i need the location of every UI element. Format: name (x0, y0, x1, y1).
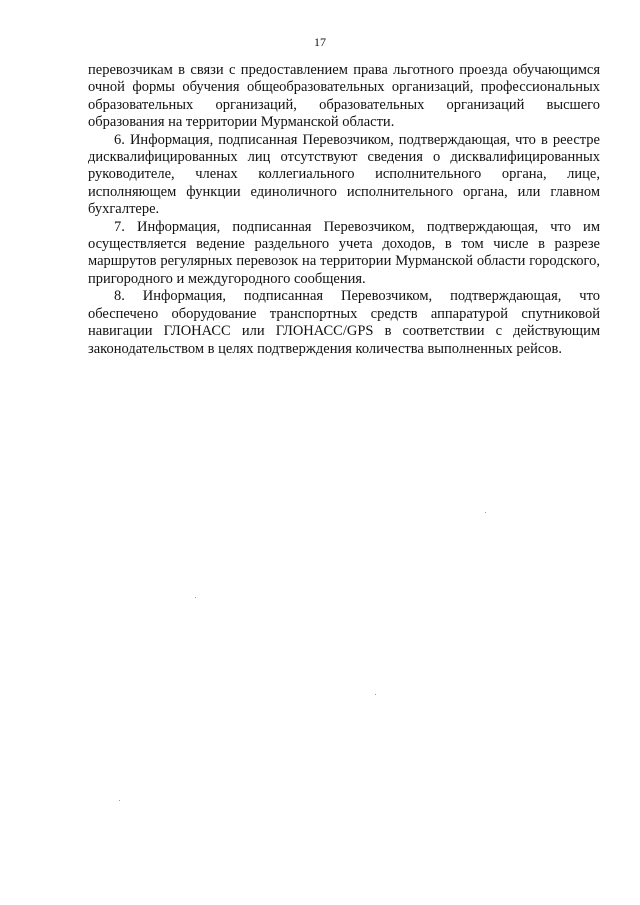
scan-speck (195, 597, 196, 598)
paragraph-item-7: 7. Информация, подписанная Перевозчиком, подтверждающая, что им осуществляется ведение раздельного учета доходов, в том числе в разрезе маршрутов регулярных перевозок на территории Мурманской области городского, пригородного и междугородного сообщения. (88, 218, 600, 287)
scan-speck (375, 694, 376, 695)
paragraph-continuation: перевозчикам в связи с предоставлением права льготного проезда обучающимся очной формы обучения общеобразовательных организаций, профессиональных образовательных организаций, образовательных организаций высшего образования на территории Мурманской области. (88, 62, 600, 131)
document-body (88, 62, 600, 358)
scan-speck (485, 512, 486, 513)
paragraph-item-8: 8. Информация, подписанная Перевозчиком, подтверждающая, что обеспечено оборудование транспортных средств аппаратурой спутниковой навигации ГЛОНАСС или ГЛОНАСС/GPS в соответствии с действующим законодательством в целях подтверждения количества выполненных рейсов. (88, 288, 600, 357)
paragraph-item-6: 6. Информация, подписанная Перевозчиком, подтверждающая, что в реестре дисквалифицированных лиц отсутствуют сведения о дисквалифицированных руководителе, членах коллегиального исполнительного органа, лице, исполняющем функции единоличного исполнительного органа, или главном бухгалтере. (88, 131, 600, 218)
scan-speck (119, 800, 120, 801)
page-number: 17 (314, 35, 326, 49)
